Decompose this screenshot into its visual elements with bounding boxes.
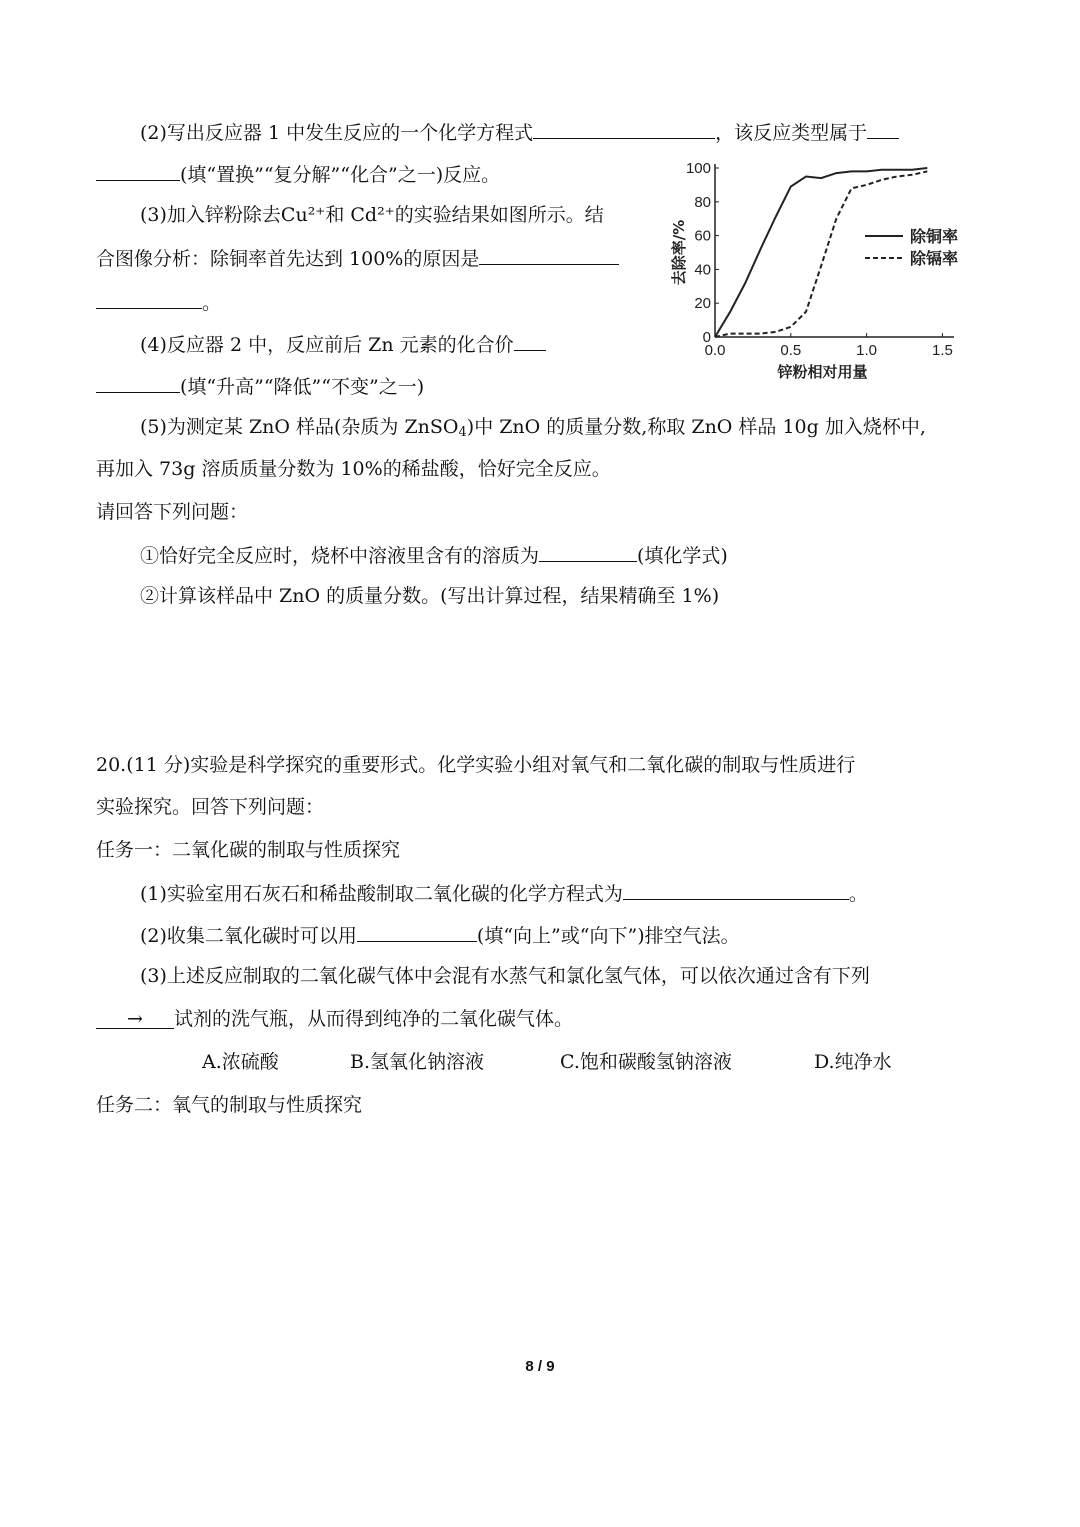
q19-part4-text-b: (填“升高”“降低”“不变”之一) [180,376,425,398]
q20-t3-line2 [96,1006,573,1032]
q19-part3-text-b: 合图像分析：除铜率首先达到 100%的原因是 [96,248,480,270]
option-d-text: D.纯净水 [814,1051,892,1073]
reason-blank-end[interactable] [96,288,202,309]
arrow-icon: → [127,1008,143,1030]
q20-head-text2: 实验探究。回答下列问题： [96,796,325,818]
q20-t1 [140,879,868,907]
x-tick-label: 0.0 [704,342,726,359]
q19-sub2 [140,583,719,609]
option-a [202,1049,279,1075]
y-axis-title: 去除率/% [670,219,688,286]
q19-part4-line2 [96,372,424,400]
y-tick-label: 60 [694,227,711,245]
series-line-1 [715,168,927,337]
q20-head-text1: 20.(11 分)实验是科学探究的重要形式。化学实验小组对氧气和二氧化碳的制取与性质进行 [96,754,856,776]
x-axis-title: 锌粉相对用量 [777,363,868,381]
q19-part3-text-c: 。 [202,292,222,314]
option-c-text: C.饱和碳酸氢钠溶液 [560,1051,732,1073]
task2-title [96,1092,362,1118]
q19-part5-line2 [96,456,611,482]
series-line-2 [715,171,927,337]
q19-part2-line2 [96,160,500,188]
q19-sub1 [140,541,728,569]
y-tick-label: 0 [702,329,711,346]
y-tick-label: 80 [694,193,711,211]
q19-part2-line1 [140,118,899,146]
page-number: 8 / 9 [525,1358,555,1375]
q19-part3-line1 [140,202,604,228]
reaction-type-blank-start[interactable] [867,118,899,139]
q20-head-line1 [96,752,855,778]
q19-part2-text-b: ，该反应类型属于 [715,122,868,144]
task2-title-text: 任务二：氧气的制取与性质探究 [96,1094,363,1116]
solute-blank[interactable] [539,541,637,562]
q20-t1-text-a: (1)实验室用石灰石和稀盐酸制取二氧化碳的化学方程式为 [140,883,623,905]
q19-part3-text-a: (3)加入锌粉除去Cu²⁺和 Cd²⁺的实验结果如图所示。结 [140,204,604,226]
q20-t3-line1 [140,963,870,989]
task1-title [96,837,400,863]
q20-t2 [140,921,740,949]
x-tick-label: 1.0 [856,342,878,359]
x-tick-label: 0.5 [780,342,802,359]
option-d [814,1049,892,1075]
y-tick-label: 20 [694,295,711,313]
co2-equation-blank[interactable] [623,879,849,900]
q20-head-line2 [96,794,324,820]
option-c [560,1049,732,1075]
task1-title-text: 任务一：二氧化碳的制取与性质探究 [96,839,401,861]
q19-part5-line1 [140,414,926,446]
option-b-text: B.氢氧化钠溶液 [350,1051,485,1073]
q20-t2-text-a: (2)收集二氧化碳时可以用 [140,925,357,947]
q19-sub1-text-a: ①恰好完全反应时，烧杯中溶液里含有的溶质为 [140,545,540,567]
subscript-4: 4 [458,425,467,440]
y-tick-label: 100 [685,160,711,177]
legend-label-1: 除铜率 [910,227,959,246]
q19-part5-text-a1: (5)为测定某 ZnO 样品(杂质为 ZnSO [140,416,459,438]
legend-label-2: 除镉率 [910,249,959,268]
removal-rate-chart [660,160,980,390]
option-a-text: A.浓硫酸 [202,1051,279,1073]
q20-t3-text-b: 试剂的洗气瓶，从而得到纯净的二氧化碳气体。 [174,1008,574,1030]
reaction-type-blank-end[interactable] [96,160,180,181]
reagent-order-blank[interactable] [96,1006,174,1029]
y-tick-label: 40 [694,261,711,279]
q19-part4-line1 [140,330,546,358]
q19-part4-text-a: (4)反应器 2 中，反应前后 Zn 元素的化合价 [140,334,514,356]
q20-t1-text-b: 。 [848,883,868,905]
q20-t2-text-b: (填“向上”或“向下”)排空气法。 [476,925,740,947]
q19-part2-text-c: (填“置换”“复分解”“化合”之一)反应。 [180,164,501,186]
q20-t3-text-a: (3)上述反应制取的二氧化碳气体中会混有水蒸气和氯化氢气体，可以依次通过含有下列 [140,965,870,987]
q19-ask [96,499,248,525]
option-b [350,1049,484,1075]
q19-sub2-text: ②计算该样品中 ZnO 的质量分数。(写出计算过程，结果精确至 1%) [140,585,720,607]
reason-blank-start[interactable] [479,244,619,265]
x-tick-label: 1.5 [931,342,953,359]
q19-part3-line2 [96,244,619,272]
q19-part5-text-a2: )中 ZnO 的质量分数,称取 ZnO 样品 10g 加入烧杯中, [466,416,926,438]
equation-blank[interactable] [533,118,715,139]
valence-blank-end[interactable] [96,372,180,393]
q19-ask-text: 请回答下列问题： [96,501,249,523]
q19-sub1-text-b: (填化学式) [637,545,728,567]
valence-blank-start[interactable] [514,330,546,351]
q19-part2-text-a: (2)写出反应器 1 中发生反应的一个化学方程式 [140,122,534,144]
q19-part5-text-b: 再加入 73g 溶质质量分数为 10%的稀盐酸，恰好完全反应。 [96,458,611,480]
q19-part3-line3 [96,288,221,316]
collection-method-blank[interactable] [357,921,477,942]
